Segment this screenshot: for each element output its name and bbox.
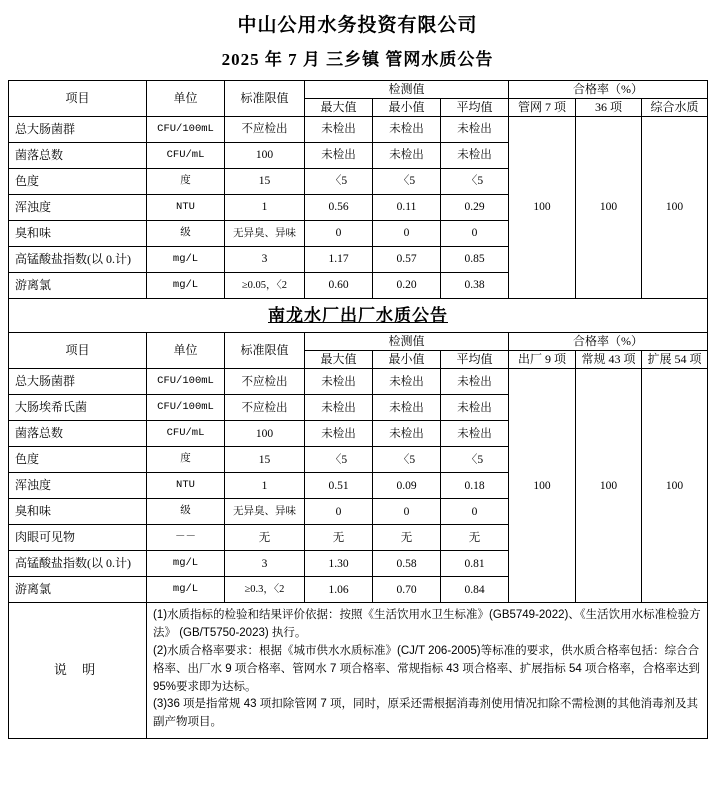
cell-unit: －－ [147,525,225,551]
cell-min: 〈5 [373,447,441,473]
notes-row [9,603,708,739]
th-limit: 标准限值 [225,333,305,369]
cell-max: 1.30 [305,551,373,577]
th-pass-col1: 管网 7 项 [509,99,576,117]
cell-avg: 未检出 [441,143,509,169]
cell-max: 未检出 [305,143,373,169]
cell-limit: 无异臭、异味 [225,221,305,247]
cell-max: 未检出 [305,421,373,447]
cell-item: 游离氯 [9,273,147,299]
cell-max: 未检出 [305,395,373,421]
cell-limit: 15 [225,447,305,473]
note-line-3: (3)36 项是指常规 43 项扣除管网 7 项，同时，原采还需根据消毒剂使用情况扣除不需检测的其他消毒剂及其副产物项目。 [153,698,699,729]
th-unit: 单位 [147,333,225,369]
cell-item: 总大肠菌群 [9,117,147,143]
cell-max: 〈5 [305,169,373,195]
notes-label: 说 明 [9,603,147,739]
cell-pass-col2: 100 [576,369,642,603]
cell-min: 无 [373,525,441,551]
cell-avg: 0 [441,221,509,247]
cell-min: 未检出 [373,395,441,421]
report-title: 2025 年 7 月 三乡镇 管网水质公告 [221,50,494,69]
th-detected: 检测值 [305,81,509,99]
th-max: 最大值 [305,99,373,117]
cell-avg: 0.38 [441,273,509,299]
th-max: 最大值 [305,351,373,369]
cell-item: 总大肠菌群 [9,369,147,395]
cell-avg: 〈5 [441,447,509,473]
cell-unit: CFU/100mL [147,369,225,395]
cell-limit: 不应检出 [225,117,305,143]
cell-max: 1.17 [305,247,373,273]
cell-max: 1.06 [305,577,373,603]
cell-pass-col2: 100 [576,117,642,299]
cell-item: 大肠埃希氏菌 [9,395,147,421]
section2-title-row [9,299,708,333]
cell-avg: 未检出 [441,369,509,395]
cell-limit: 15 [225,169,305,195]
cell-min: 0.70 [373,577,441,603]
cell-avg: 0.84 [441,577,509,603]
cell-avg: 0 [441,499,509,525]
cell-max: 未检出 [305,117,373,143]
cell-item: 游离氯 [9,577,147,603]
cell-pass-col1: 100 [509,117,576,299]
cell-max: 0.60 [305,273,373,299]
cell-item: 浑浊度 [9,473,147,499]
cell-unit: mg/L [147,247,225,273]
cell-avg: 0.85 [441,247,509,273]
cell-unit: NTU [147,195,225,221]
report-table [8,80,708,739]
cell-limit: ≥0.05，〈2 [225,273,305,299]
cell-unit: 度 [147,169,225,195]
th-avg: 平均值 [441,99,509,117]
cell-avg: 未检出 [441,421,509,447]
cell-unit: CFU/100mL [147,117,225,143]
th-unit: 单位 [147,81,225,117]
cell-limit: 3 [225,247,305,273]
cell-limit: 不应检出 [225,395,305,421]
cell-max: 0.51 [305,473,373,499]
cell-min: 0.57 [373,247,441,273]
cell-avg: 0.81 [441,551,509,577]
table2-header-row-1 [9,333,708,351]
cell-limit: 3 [225,551,305,577]
cell-min: 〈5 [373,169,441,195]
cell-pass-col1: 100 [509,369,576,603]
cell-item: 菌落总数 [9,143,147,169]
cell-min: 0 [373,499,441,525]
th-pass-rate: 合格率（%） [509,333,708,351]
th-pass-col2: 36 项 [576,99,642,117]
note-line-1: (1)水质指标的检验和结果评价依据：按照《生活饮用水卫生标准》(GB5749-2022)、《生活饮用水标准检验方法》 (GB/T5750-2023) 执行。 [153,609,701,640]
table-row [9,117,708,143]
cell-min: 未检出 [373,143,441,169]
cell-pass-col3: 100 [642,117,708,299]
cell-avg: 0.18 [441,473,509,499]
cell-min: 未检出 [373,369,441,395]
cell-min: 0.58 [373,551,441,577]
cell-limit: 1 [225,473,305,499]
cell-min: 0 [373,221,441,247]
cell-avg: 〈5 [441,169,509,195]
th-detected: 检测值 [305,333,509,351]
cell-unit: 级 [147,221,225,247]
th-avg: 平均值 [441,351,509,369]
cell-unit: mg/L [147,273,225,299]
cell-limit: 无 [225,525,305,551]
cell-limit: 不应检出 [225,369,305,395]
cell-item: 臭和味 [9,499,147,525]
company-title: 中山公用水务投资有限公司 [237,15,478,36]
th-min: 最小值 [373,351,441,369]
th-pass-col3: 扩展 54 项 [642,351,708,369]
cell-min: 未检出 [373,421,441,447]
notes-content [147,603,708,739]
cell-max: 未检出 [305,369,373,395]
cell-limit: 100 [225,143,305,169]
cell-max: 〈5 [305,447,373,473]
th-pass-col1: 出厂 9 项 [509,351,576,369]
cell-limit: 1 [225,195,305,221]
cell-unit: CFU/mL [147,421,225,447]
cell-pass-col3: 100 [642,369,708,603]
table-row [9,369,708,395]
cell-unit: 级 [147,499,225,525]
cell-unit: mg/L [147,551,225,577]
th-pass-rate: 合格率（%） [509,81,708,99]
cell-unit: CFU/100mL [147,395,225,421]
cell-avg: 未检出 [441,395,509,421]
th-item: 项目 [9,81,147,117]
cell-avg: 未检出 [441,117,509,143]
cell-limit: ≥0.3，〈2 [225,577,305,603]
th-pass-col2: 常规 43 项 [576,351,642,369]
table1-header-row-1 [9,81,708,99]
th-min: 最小值 [373,99,441,117]
cell-max: 0.56 [305,195,373,221]
cell-unit: 度 [147,447,225,473]
cell-unit: NTU [147,473,225,499]
cell-unit: CFU/mL [147,143,225,169]
cell-item: 臭和味 [9,221,147,247]
cell-limit: 无异臭、异味 [225,499,305,525]
cell-max: 0 [305,499,373,525]
th-limit: 标准限值 [225,81,305,117]
cell-item: 色度 [9,447,147,473]
cell-min: 0.20 [373,273,441,299]
cell-item: 高锰酸盐指数(以 0.计) [9,247,147,273]
section2-title: 南龙水厂出厂水质公告 [9,299,708,333]
cell-avg: 无 [441,525,509,551]
note-line-2: (2)水质合格率要求：根据《城市供水水质标准》(CJ/T 206-2005)等标准的要求，供水质合格率包括：综合合格率、出厂水 9 项合格率、管网水 7 项合格率、常规指标 43 项合格率、扩展指标 54 项合格率，合格率达到 95%要求即为达标。 [153,644,700,693]
cell-item: 菌落总数 [9,421,147,447]
cell-item: 浑浊度 [9,195,147,221]
cell-min: 0.11 [373,195,441,221]
th-pass-col3: 综合水质 [642,99,708,117]
cell-item: 色度 [9,169,147,195]
cell-unit: mg/L [147,577,225,603]
cell-max: 无 [305,525,373,551]
cell-min: 未检出 [373,117,441,143]
cell-item: 肉眼可见物 [9,525,147,551]
cell-item: 高锰酸盐指数(以 0.计) [9,551,147,577]
cell-max: 0 [305,221,373,247]
cell-min: 0.09 [373,473,441,499]
cell-limit: 100 [225,421,305,447]
cell-avg: 0.29 [441,195,509,221]
th-item: 项目 [9,333,147,369]
